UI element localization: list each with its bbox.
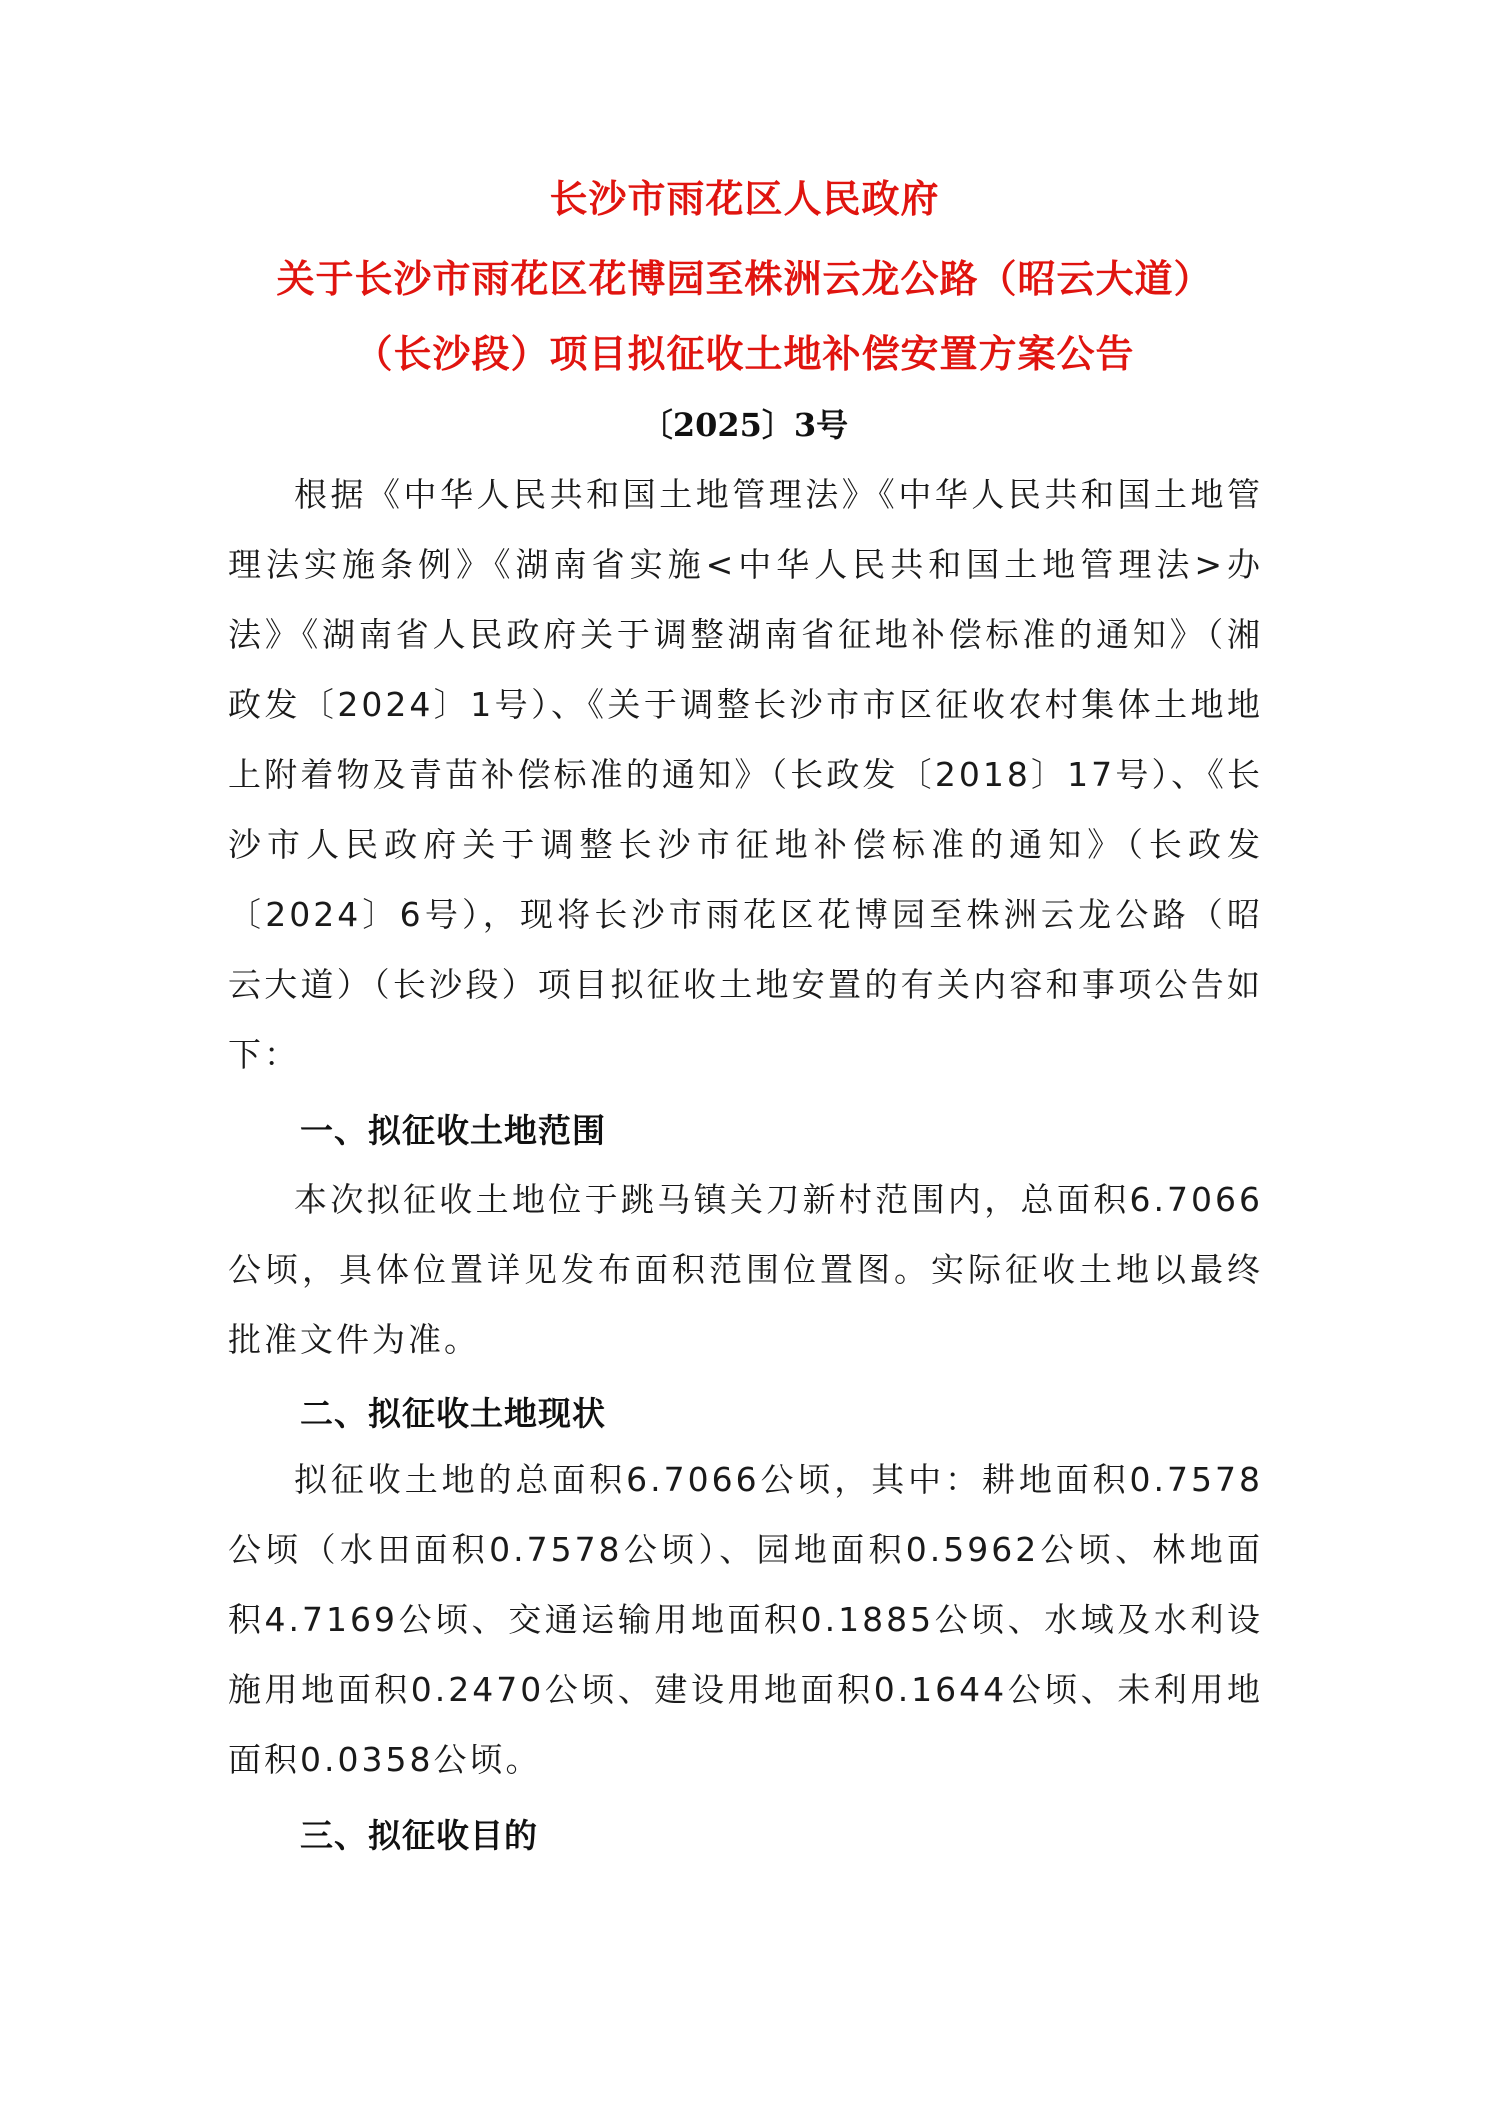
- document-number: 〔2025〕3号: [640, 406, 849, 444]
- intro-paragraph: 根据《中华人民共和国土地管理法》《中华人民共和国土地管理法实施条例》《湖南省实施<中华人民共和国土地管理法>办法》《湖南省人民政府关于调整湖南省征地补偿标准的通知》（湘政发〔2024〕1号）、《关于调整长沙市市区征收农村集体土地地上附着物及青苗补偿标准的通知》（长政发〔2018〕17号）、《长沙市人民政府关于调整长沙市征地补偿标准的通知》（长政发〔2024〕6号），现将长沙市雨花区花博园至株洲云龙公路（昭云大道）（长沙段）项目拟征收土地安置的有关内容和事项公告如下：: [228, 475, 1263, 1074]
- section-paragraph-2: 拟征收土地的总面积6.7066公顷，其中：耕地面积0.7578公顷（水田面积0.7578公顷）、园地面积0.5962公顷、林地面积4.7169公顷、交通运输用地面积0.1885公顷、水域及水利设施用地面积0.2470公顷、建设用地面积0.1644公顷、未利用地面积0.0358公顷。: [228, 1460, 1263, 1779]
- section-paragraph-1: 本次拟征收土地位于跳马镇关刀新村范围内，总面积6.7066公顷，具体位置详见发布面积范围位置图。实际征收土地以最终批准文件为准。: [228, 1180, 1263, 1359]
- title-line-2: 关于长沙市雨花区花博园至株洲云龙公路（昭云大道）: [276, 256, 1213, 301]
- title-line-1: 长沙市雨花区人民政府: [549, 176, 940, 221]
- section-heading-1: 一、拟征收土地范围: [300, 1111, 606, 1150]
- title-line-3: （长沙段）项目拟征收土地补偿安置方案公告: [354, 331, 1135, 376]
- section-heading-3: 三、拟征收目的: [300, 1816, 538, 1855]
- section-heading-2: 二、拟征收土地现状: [300, 1394, 606, 1433]
